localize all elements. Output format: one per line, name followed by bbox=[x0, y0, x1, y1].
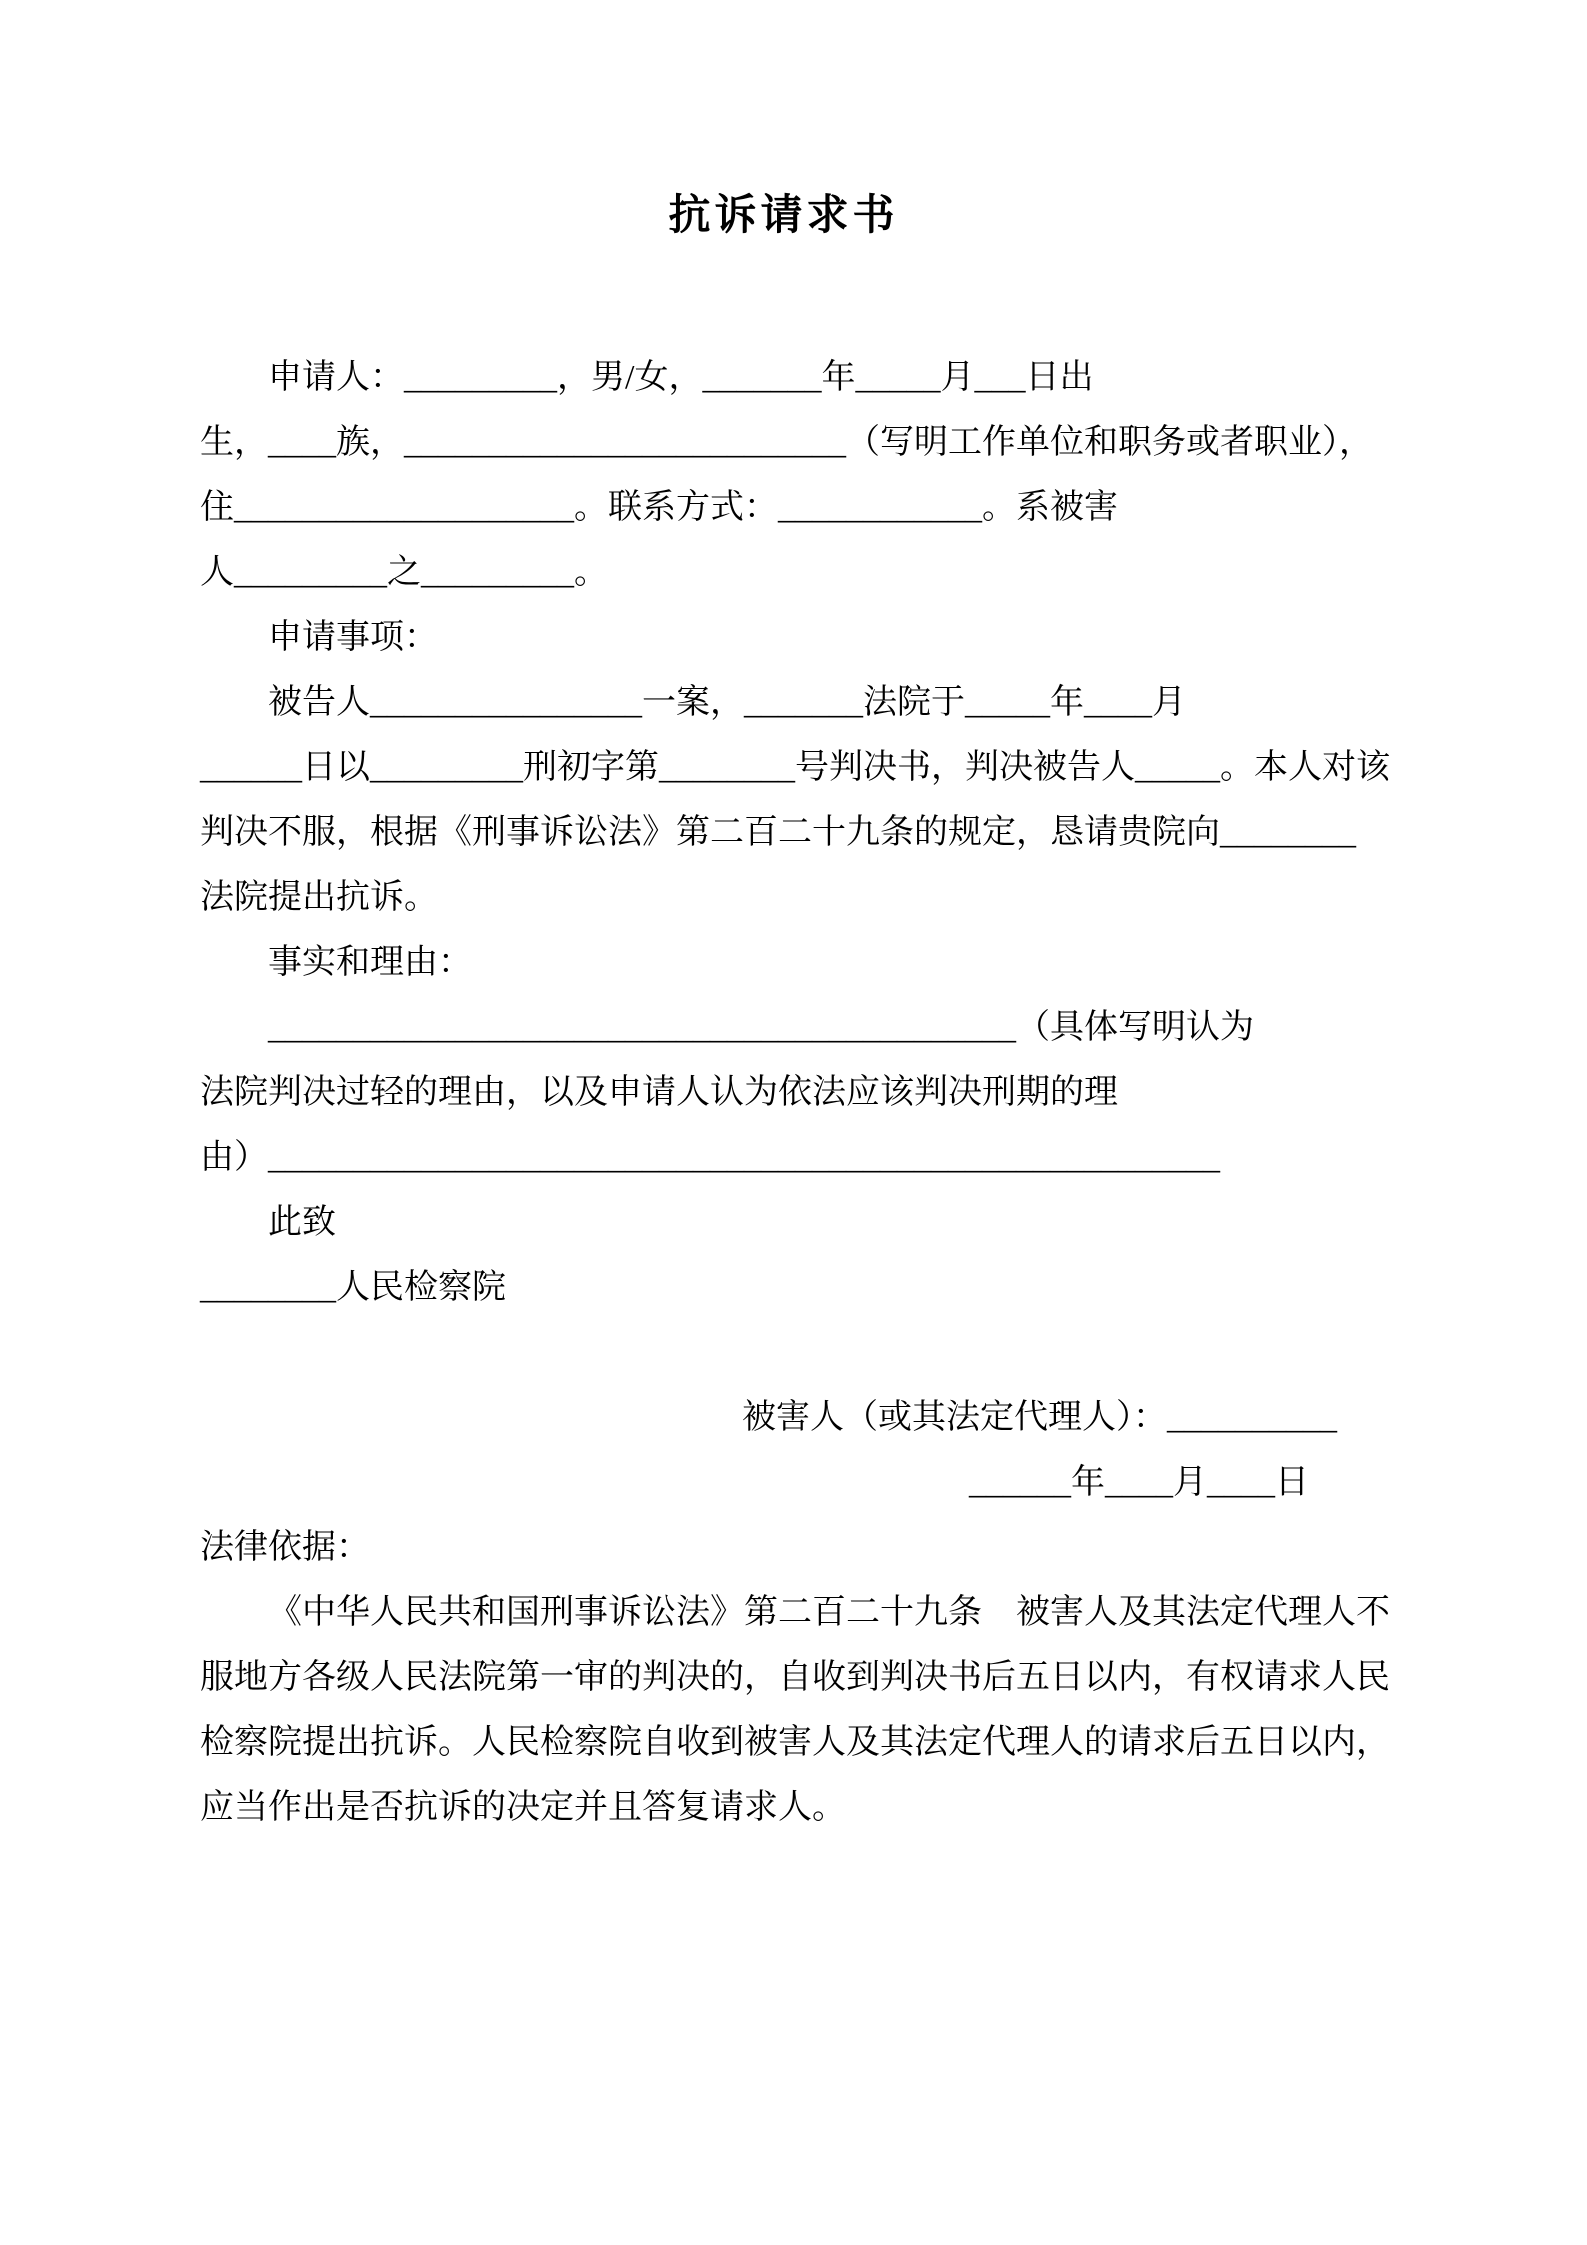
closing-salute: 此致 bbox=[268, 1204, 336, 1241]
applicant-line-3: 住____________________。联系方式：____________。系被害 bbox=[200, 489, 1118, 526]
document-title: 抗诉请求书 bbox=[668, 193, 899, 239]
legal-basis-line-2: 服地方各级人民法院第一审的判决的，自收到判决书后五日以内，有权请求人民 bbox=[200, 1659, 1390, 1696]
applicant-line-1: 申请人：_________，男/女，_______年_____月___日出 bbox=[268, 359, 1094, 396]
signature-line: 被害人（或其法定代理人）：__________ bbox=[742, 1399, 1337, 1436]
applicant-line-2: 生，____族，__________________________（写明工作单位和职务或者职业）， bbox=[200, 424, 1373, 461]
legal-basis-heading: 法律依据： bbox=[200, 1529, 370, 1566]
facts-line-1: ____________________________________________（具体写明认为 bbox=[268, 1009, 1254, 1046]
request-heading: 申请事项： bbox=[268, 619, 438, 656]
legal-basis-line-3: 检察院提出抗诉。人民检察院自收到被害人及其法定代理人的请求后五日以内， bbox=[200, 1724, 1390, 1761]
request-line-3: 判决不服，根据《刑事诉讼法》第二百二十九条的规定，恳请贵院向________ bbox=[200, 814, 1356, 851]
request-line-1: 被告人________________一案，_______法院于_____年____月 bbox=[268, 684, 1186, 721]
facts-line-2: 法院判决过轻的理由，以及申请人认为依法应该判决刑期的理 bbox=[200, 1074, 1118, 1111]
request-line-4: 法院提出抗诉。 bbox=[200, 879, 438, 916]
applicant-line-4: 人_________之_________。 bbox=[200, 554, 608, 591]
date-line: ______年____月____日 bbox=[969, 1464, 1309, 1501]
procuratorate-line: ________人民检察院 bbox=[200, 1269, 506, 1306]
facts-heading: 事实和理由： bbox=[268, 944, 472, 981]
legal-basis-line-4: 应当作出是否抗诉的决定并且答复请求人。 bbox=[200, 1789, 846, 1826]
facts-line-3: 由）________________________________________________________ bbox=[200, 1139, 1220, 1176]
request-line-2: ______日以_________刑初字第________号判决书，判决被告人_____。本人对该 bbox=[200, 749, 1390, 786]
document-body bbox=[200, 345, 1427, 1840]
legal-basis-line-1: 《中华人民共和国刑事诉讼法》第二百二十九条 被害人及其法定代理人不 bbox=[268, 1594, 1390, 1631]
